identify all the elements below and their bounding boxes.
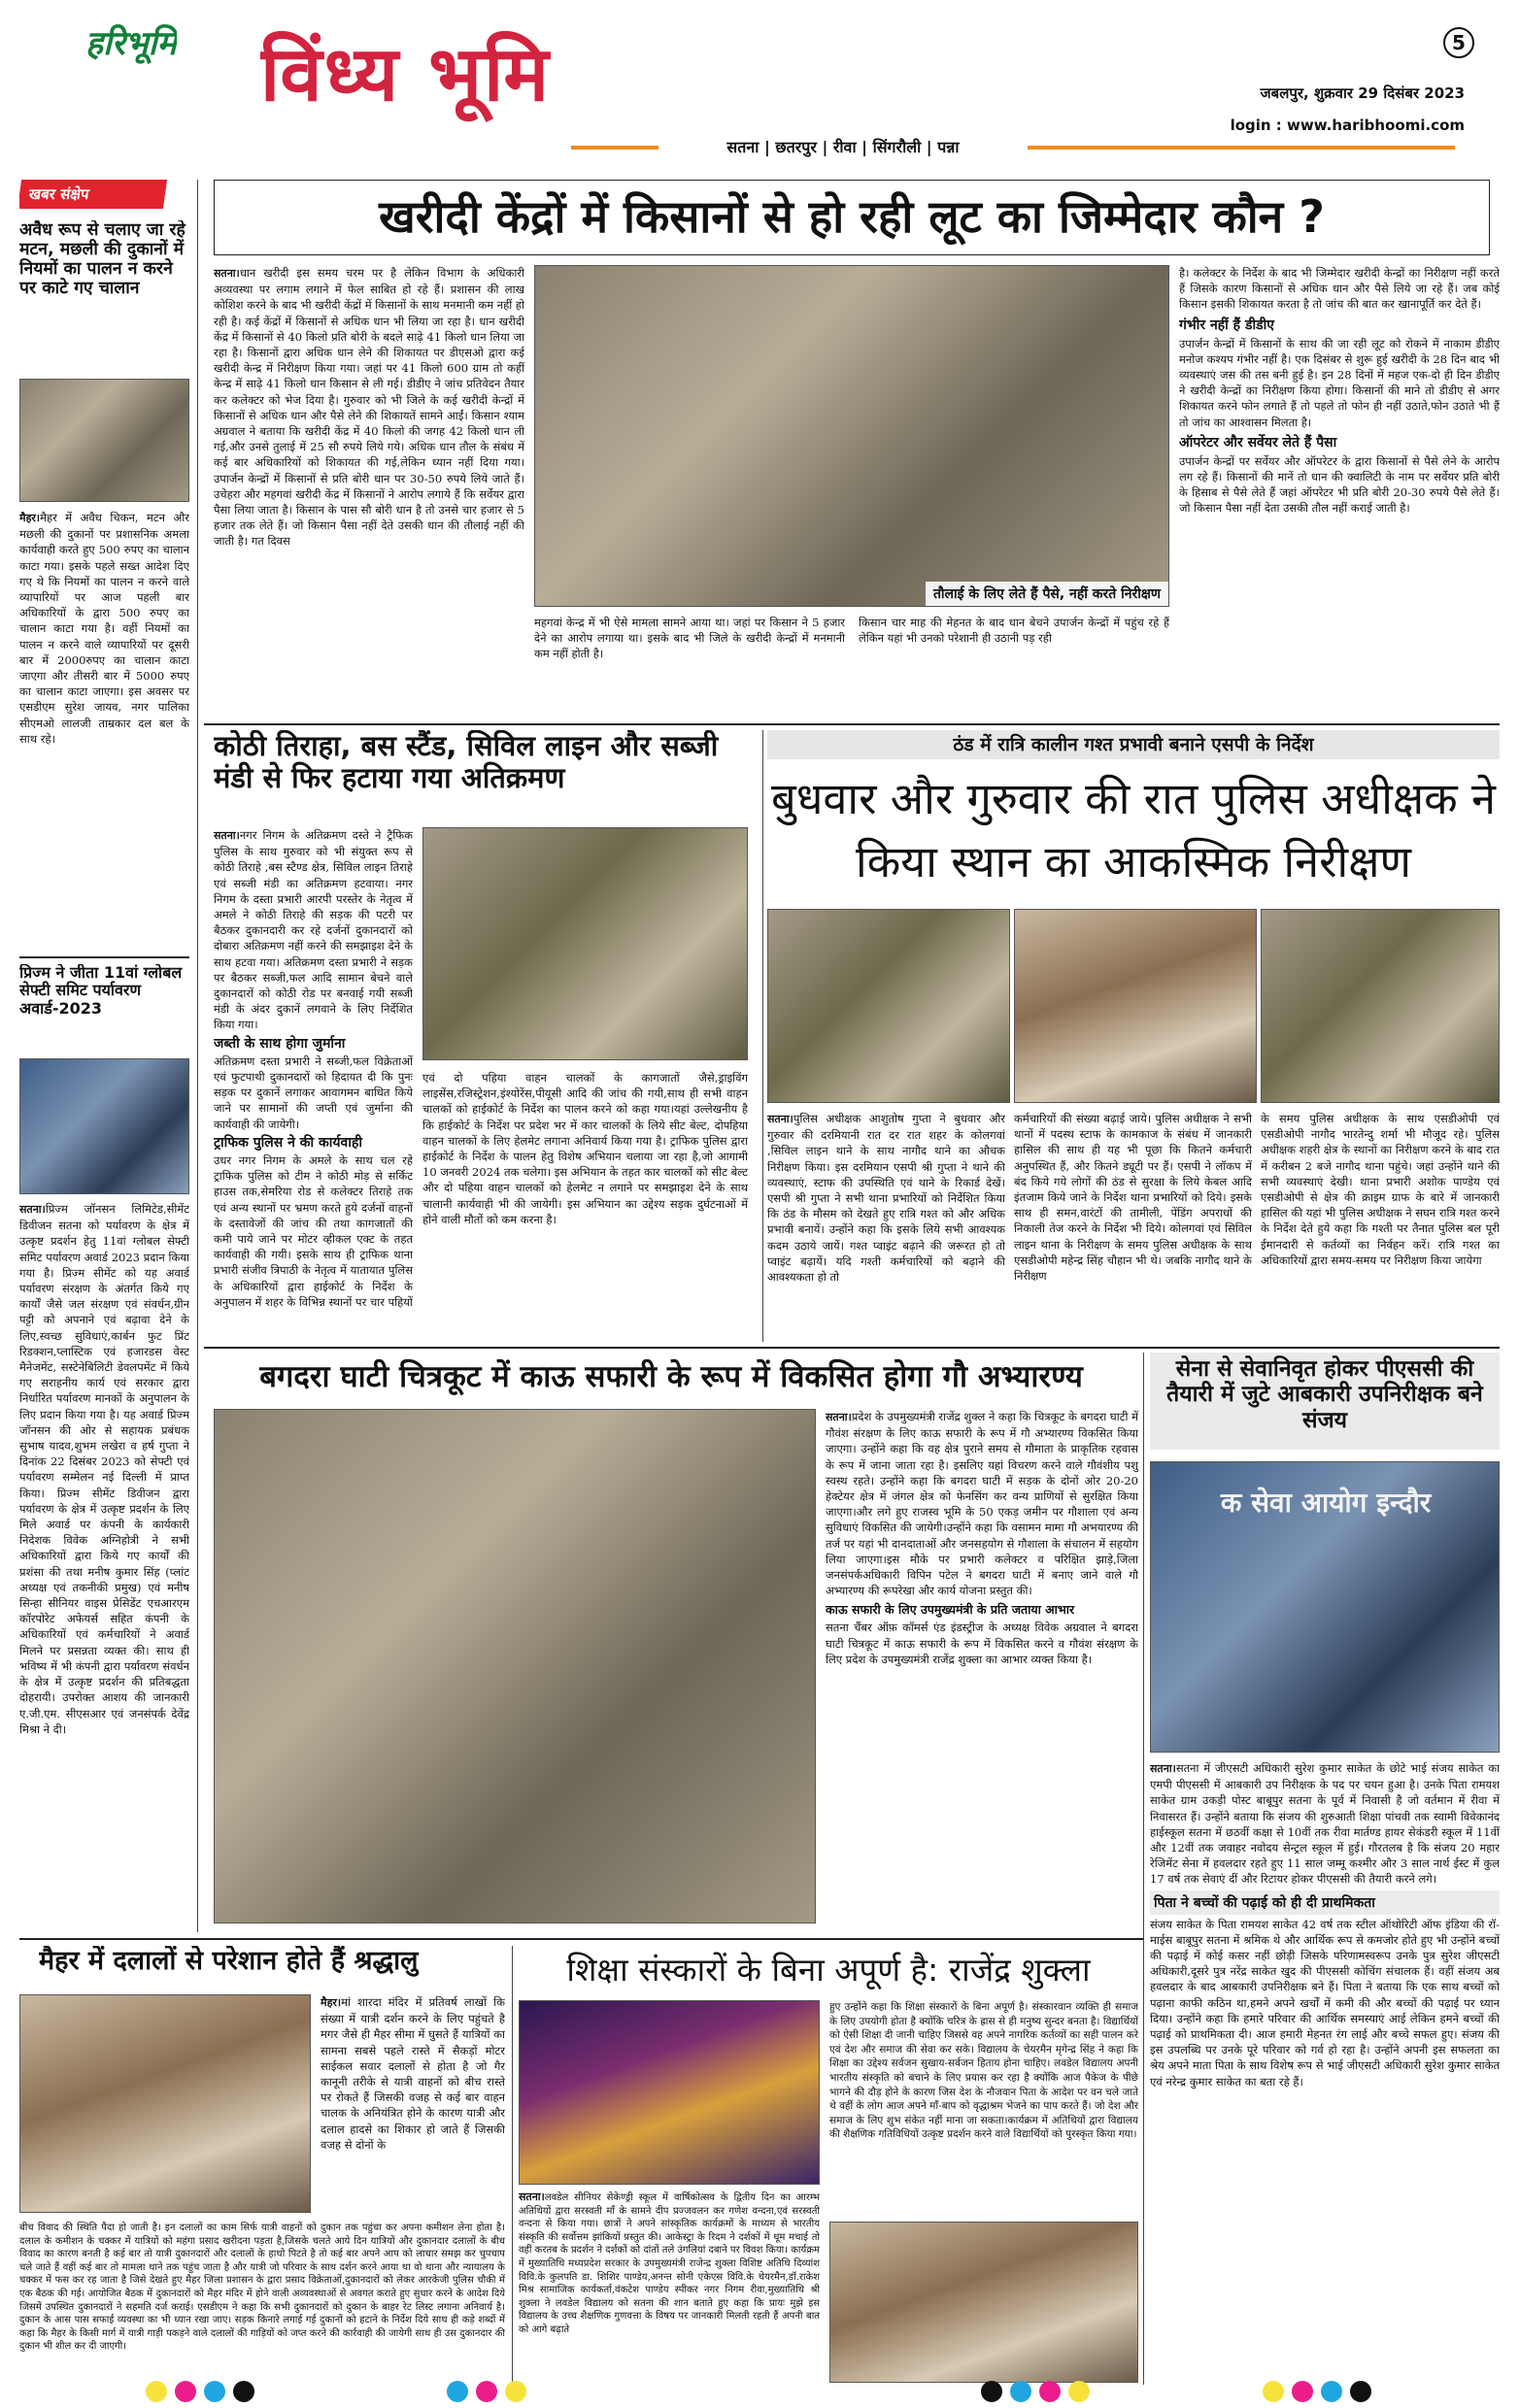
maihar-photo (19, 1994, 311, 2213)
education-headline: शिक्षा संस्कारों के बिना अपूर्ण है: राजेंद्र शुक्ला (566, 1951, 1091, 1989)
registration-dot (233, 2381, 254, 2402)
encroachment-sub2: ट्राफिक पुलिस ने की कार्यवाही (214, 1134, 362, 1151)
city-list: सतना | छतरपुर | रीवा | सिंगरौली | पन्ना (726, 138, 960, 156)
safari-body2: सतना चैंबर ऑफ़ कॉमर्स एंड इंडस्ट्रीज के अध्यक्ष विवेक अग्रवाल ने बगदरा घाटी चित्रकूट में काऊ सफारी के रूप में विकसित करने व गौवंश संरक्षण के लिए प्रदेश के उपमुख्यमंत्री राजेंद्र शुक्ला का आभार व्यक्त किया है। (826, 1621, 1138, 1666)
orange-rule-left (571, 146, 658, 150)
encroachment-story (204, 730, 758, 1342)
lower-rule (19, 1938, 1143, 1940)
education-col-left (519, 2191, 820, 2385)
sidebar-divider (19, 956, 189, 958)
masthead (0, 0, 1519, 175)
registration-dot (981, 2381, 1002, 2402)
registration-dot (175, 2381, 196, 2402)
encroachment-col1 (214, 827, 413, 1342)
encroachment-headline: कोठी तिराहा, बस स्टैंड, सिविल लाइन और सब्जी मंडी से फिर हटाया गया अतिक्रमण (214, 730, 719, 795)
registration-dot (146, 2381, 167, 2402)
lead-headline: खरीदी केंद्रों में किसानों से हो रही लूट का जिम्मेदार कौन ? (214, 180, 1490, 255)
section-title: विंध्य भूमि (260, 31, 551, 118)
lead-body-under-photo: महगवां केन्द्र में भी ऐसे मामला सामने आया था। जहां पर किसान ने 5 हजार देने का आरोप लगाया था। इसके बाद भी जिले के खरीदी केन्द्रों में मनमानी कम नहीं होती है। (534, 616, 845, 661)
registration-dot (505, 2381, 526, 2402)
registration-dot (1292, 2381, 1313, 2402)
safari-headline: बगदरा घाटी चित्रकूट में काऊ सफारी के रूप में विकसित होगा गौ अभ्यारण्य (259, 1359, 1083, 1394)
lead-photo-caption: तौलाई के लिए लेते हैं पैसे, नहीं करते निरीक्षण (926, 582, 1168, 606)
brief2-text (19, 1201, 189, 1929)
sanjay-story (1150, 1353, 1500, 2385)
education-body1: हुए उन्होंने कहा कि शिक्षा संस्कारों के बिना अपूर्ण है। संस्कारवान व्यक्ति ही समाज के लिए उपयोगी होता है क्योंकि चरित्र के ह्रास से ही मनुष्य सुन्दर बनता है। विद्यार्थियों को ऐसी शिक्षा दी जानी चाहिए जिससे वह अपने नागरिक कर्तव्यों का सही पालन करे एवं देश और समाज की सेवा कर सके। विद्यालय के चेयरमैन मृगेन्द्र सिंह ने कहा कि शिक्षा का उद्देश्य सर्वजन सुखाय-सर्वजन हिताय होना चाहिए। लवडेल विद्यालय अपनी भारतीय संस्कृति को बचाने के लिए प्रयास कर रहा है क्योंकि आज पैकेज के पीछे भागने की दौड़ होने के कारण जिस देश के नौजवान पिता के आदेश पर वन चले जाते थे वहीं के लोग आज अपने माँ-बाप को वृद्धाश्रम भेजने का पाप करते हैं। जो देश और समाज के लिए शुभ संकेत नहीं माना जा सकता।कार्यक्रम में अतिथियों द्वारा विद्यालय की शैक्षणिक गतिविधियों उत्कृष्ट प्रदर्शन करने वाले विद्यार्थियों को पुरस्कृत किया गया। (829, 2001, 1138, 2141)
sanjay-photo-signage: क सेवा आयोग इन्दौर (1220, 1487, 1432, 1519)
maihar-body2: बीच विवाद की स्थिति पैदा हो जाती है। इन दलालों का काम सिर्फ यात्री वाहनों को दुकान तक पहुंचा कर अपना कमीशन लेना होता है। दलाल के कमीशन के चक्कर में यात्रियों को महंगा प्रसाद खरीदना पड़ता है,जिसके चलते आये दिन यात्रियों और दुकानदार दलालों के बीच विवाद का कारण बनती है कई बार तो यात्री दुकानदारों और दलालों के हाथो पिटते है तो कई बार अपने आप को लाचार समझ कर चुपचाप चले जाते हैं वहीं कई बार तो मामला थाने तक पहुंच जाता है और यात्री जो परिवार के साथ दर्शन करने आया था वो थाना और न्यायालय के चक्कर में फस कर रह जाता है जिसे देखते हुए मैहर जिला प्रशासन के द्वारा प्रसाद विक्रेताओं,दुकानदारों को लेकर आरकेजी पुलिस चौकी में एक बैठक की गई। आयोजित बैठक में दुकानदारों को मैहर मंदिर में होने वाली अव्यवस्थाओं से अवगत कराते हुए सुधार करने के आदेश दिये जिसमें उपस्थित दुकानदारों ने सहमति दर्ज कराई। एसडीएम ने कहा कि सभी दुकानदारों को दुकान के बाहर रेट लिस्ट लगाना अनिवार्य है। दुकान के आस पास सफाई व्यवस्था का भी ध्यान रखा जाए। सड़क किनारे लगाई गई दुकानों को हटाने के निर्देश दिये साथ ही कड़े शब्दों में कहा कि मैहर के किसी मार्ग में यात्री गाड़ी पकड़ने वाले दलालों की गाड़ियों को जप्त करने की कार्रवाही की जायेगी साथ ही उस दुकानदार की दुकान भी शील कर दी जाएगी। (19, 2223, 505, 2353)
brief2-body: प्रिज्म जॉनसन लिमिटेड,सीमेंट डिवीजन सतना को पर्यावरण के क्षेत्र में उत्कृष्ट प्रदर्शन हेतु 11वां ग्लोबल सेफ्टी समिट पर्यावरण अवार्ड 2023 प्रदान किया गया है। प्रिज्म सीमेंट को यह अवार्ड पर्यावरण संरक्षण के अंतर्गत किये गए कार्यों जैसे जल संरक्षण एवं संवर्धन,ग्रीन पट्टी को अपनाने एवं बढ़ावा देने के लिए,स्वच्छ सुविधाएं,कार्बन फुट प्रिंट रिडक्शन,प्लास्टिक एवं हजारडस वेस्ट मैनेजमेंट, सस्टेनेबिलिटी डेवलपमेंट में किये गए सराहनीय कार्य एवं सरकार द्वारा निर्धारित पर्यावरण मानकों के अनुपालन के लिए प्रदान किया गया है। यह अवार्ड प्रिज्म जॉनसन की ओर से सहायक प्रबंधक सुभाष यादव,शुभम लखेरा व हर्ष गुप्ता ने दिनांक 22 दिसंबर 2023 को सेफ्टी एवं पर्यावरण सम्मेलन नई दिल्ली में प्राप्त किया। प्रिज्म सीमेंट डिवीजन द्वारा पर्यावरण के क्षेत्र में उत्कृष्ट प्रदर्शन के लिए मिले अवार्ड पर कंपनी के कार्यकारी निदेशक विवेक अग्निहोत्री ने सभी अधिकारियों द्वारा किये गए कार्यों की प्रशंसा की तथा मनीष कुमार सिंह (प्लांट अध्यक्ष एवं तकनीकी प्रमुख) एवं मनीष सिन्हा सीनियर वाइस प्रेसिडेंट एचआरएम कॉरपोरेट अफेयर्स सहित कंपनी के अधिकारियों एवं कर्मचारियों ने अवार्ड मिलने पर प्रसन्नता व्यक्त की। साथ ही भविष्य में भी कंपनी द्वारा पर्यावरण संवर्धन के क्षेत्र में उत्कृष्ट प्रदर्शन की प्रतिबद्धता दोहरायी। उपरोक्त आशय की जानकारी ए.जी.एम. सीएसआर एवं जनसंपर्क देवेंद्र मिश्रा ने दी। (19, 1202, 189, 1736)
mid-rule (204, 1347, 1500, 1349)
login-link[interactable]: login : www.haribhoomi.com (1230, 117, 1465, 134)
sanjay-photo (1150, 1461, 1500, 1753)
maihar-headline: मैहर में दलालों से परेशान होते हैं श्रद्धालु (39, 1946, 419, 1976)
lead-sub2: ऑपरेटर और सर्वेयर लेते हैं पैसा (1179, 434, 1337, 451)
registration-dot (1321, 2381, 1342, 2402)
lead-bottom-rule (204, 723, 1500, 725)
registration-dot (204, 2381, 225, 2402)
lead-body-caption-column: किसान चार माह की मेहनत के बाद धान बेचने उपार्जन केन्द्रों में पहुंच रहे हैं लेकिन यहां भी उनको परेशानी ही उठानी पड़ रही (859, 616, 1169, 646)
encroachment-dateline: सतना। (214, 829, 240, 842)
registration-dot (1010, 2381, 1031, 2402)
lead-dateline: सतना। (214, 267, 240, 280)
encroachment-photo (422, 827, 748, 1060)
encroachment-body1: नगर निगम के अतिक्रमण दस्ते ने ट्रैफिक पुलिस के साथ गुरुवार को भी संयुक्त रूप से कोठी तिराहे ,बस स्टैण्ड क्षेत्र, सिविल लाइन तिराहे एवं सब्जी मंडी का अतिक्रमण हटवाया। नगर निगम के दस्ता प्रभारी आरपी परस्तेर के नेतृत्व में अमले ने कोठी तिराहे की सड़क की पटरी पर बैठकर दुकानदारी कर रहे दर्जनों दुकानदारों को दोबारा अतिक्रमण नहीं करने की समझाइश देने के साथ हटवा गया। अतिक्रमण दस्ता प्रभारी ने सड़क पर बैठकर सब्जी,फल आदि सामान बेचने वाले दुकानदारों को कोठी रोड पर बनवाई गयी सब्जी मंडी के अंदर दुकानें लगवाने के लिए निर्देशित किया गया। (214, 828, 413, 1032)
brief1-dateline: मैहर। (19, 512, 41, 524)
education-photo-stage (519, 2000, 820, 2185)
maihar-col-right (321, 1994, 505, 2216)
sanjay-sub1: पिता ने बच्चों की पढ़ाई को ही दी प्राथमिकता (1150, 1890, 1500, 1915)
encroachment-body4: एवं दो पहिया वाहन चालकों के कागजातों जैसे,ड्राइविंग लाइसेंस,रजिस्ट्रेशन,इंश्योरेंस,पीयूसी आदि की जांच की गयी,साथ ही सभी वाहन चालकों को हाईकोर्ट के निर्देश का पालन करने को कहा गया।यहां उल्लेखनीय है कि हाईकोर्ट के निर्देश पर प्रदेश भर में कार चालकों के लिये सीट बेल्ट, दोपहिया वाहन चालकों के लिए हेलमेट लगाना अनिवार्य किया गया है। ट्राफिक पुलिस द्वारा हाईकोर्ट के निर्देश के पालन हेतु विशेष अभियान चलाया जा रहा है,जो आगामी 10 जनवरी 2024 तक चलेगा। इस अभियान के तहत कार चालकों को सीट बेल्ट और दो पहिया वाहन चालकों को हेलमेट न लगाने पर समझाइश देने के साथ चालानी कार्यवाही भी की जायेगी। इस अभियान का उद्देश्य सड़क दुर्घटनाओं में होने वाली मौतों को कम करना है। (422, 1071, 748, 1226)
encroachment-body3: उधर नगर निगम के अमले के साथ चल रहे ट्राफिक पुलिस को टीम ने कोठी मोड़ से सर्किट हाउस तक,सेमरिया रोड से कलेक्टर तिराहे तक एवं अन्य स्थानों पर भ्रमण करते हुये दर्जनों वाहनों के दस्तावेजों की जांच की तथा कागजातों की कमी पाये जाने पर मोटर व्हीकल एक्ट के तहत कार्यवाही की गयी। इसके साथ ही ट्राफिक थाना प्रभारी संजीव त्रिपाठी के नेतृत्व में यातायात पुलिस के अधिकारियों द्वारा हाईकोर्ट के निर्देश के अनुपालन में शहर के विभिन्न स्थानों पर चार पहियों (214, 1154, 413, 1309)
police-story (767, 730, 1500, 1342)
education-story (519, 1946, 1138, 2385)
lead-col3 (1179, 265, 1500, 712)
registration-dot (1068, 2381, 1090, 2402)
lead-sub1: गंभीर नहीं हैं डीडीए (1179, 317, 1274, 333)
safari-photo (214, 1409, 816, 1923)
registration-dot (1039, 2381, 1061, 2402)
education-dateline: सतना। (519, 2191, 545, 2203)
sanjay-text (1150, 1760, 1500, 2384)
orange-rule-right (1028, 146, 1455, 150)
registration-dot (1263, 2381, 1284, 2402)
registration-dot (447, 2381, 468, 2402)
police-body1: पुलिस अधीक्षक आशुतोष गुप्ता ने बुधवार और गुरुवार की दरमियानी रात दर रात शहर के कोलगवां ,सिविल लाइन थाने के साथ नागौद थाने का औचक निरीक्षण किया। इस दरमियान एसपी श्री गुप्ता ने थाने की व्यवस्थाएं, स्टाफ की उपस्थिति एवं थाने के रिकार्ड देखें। एसपी श्री गुप्ता ने सभी थाना प्रभारियों को निर्देशित किया कि ठंड के मौसम को देखते हुए रात्रि गश्त को और अधिक प्रभावी बनायें। उन्होंने कहा कि इसके लिये सभी आवश्यक कदम उठाये जायें। गश्त प्वाइंट बढ़ाने की जरूरत हो तो प्वाइंट बढ़ायें। यदि गश्ती कर्मचारियों को बढ़ाने की आवश्यकता हो तो (767, 1112, 1005, 1285)
sanjay-body2: संजय साकेत के पिता रामयश साकेत 42 वर्ष तक स्टील ऑथोरिटी ऑफ इंडिया की रॉ-माईस बाबूपुर सतना में श्रमिक थे और आर्थिक रूप से कमजोर होते हुए भी उन्होंने बच्चों की पढ़ाई में कोई कसर नहीं छोड़ी जिसके परिणामस्वरूप उनके पुत्र सुरेश जीएसटी अधिकारी,दूसरे पुत्र नरेंद्र साकेत खुद की पीएससी कोचिंग संचालक हैं। वहीं संजय अब हवलदार के बाद आबकारी उपनिरीक्षक बने हैं। पिता ने बताया कि एक साथ बच्चों को पढ़ाना काफी कठिन था,हमने अपने खर्चों में कमी की और बच्चों की पढ़ाई पर ध्यान दिया। उन्होंने कहा कि हमारे परिवार की आर्थिक समस्याएं आई लेकिन हमने बच्चों की पढ़ाई को प्राथमिकता दी। आज हमारी मेहनत रंग लाई और बच्चे सफल हुए। संजय की इस उपलब्धि पर उनके पूरे परिवार को गर्व हो रहा है। उन्होंने अपनी इस सफलता का श्रेय अपने माता पिता के साथ विशेष रूप से भाई जीएसटी अधिकारी सुरेश कुमार साकेत एवं नरेन्द्र कुमार साकेत का बता रहे हैं। (1150, 1917, 1500, 2089)
safari-text (826, 1409, 1138, 1925)
sidebar-column-rule (197, 180, 198, 1932)
sanjay-body1: सतना में जीएसटी अधिकारी सुरेश कुमार साकेत के छोटे भाई संजय साकेत का एमपी पीएससी में आबकारी उप निरीक्षक के पद पर चयन हुआ है। उनके पिता रामयश साकेत ग्राम उकड़ी पोस्ट बाबूपुर सतना के पूर्व में निवासी है जो वर्तमान में रीवा में निवासरत हैं। उन्होंने बताया कि संजय की शुरुआती शिक्षा पांचवी तक स्वामी विवेकानंद हाईस्कूल सतना में छठवीं कक्षा से 10वीं तक रीवा मार्तण्ड हायर सेकंडरी स्कूल में 11वीं और 12वीं तक जवाहर नवोदय सेन्ट्रल स्कूल में हुई। गौरतलब है कि संजय 20 महार रेजिमेंट सेना में हवलदार रहते हुए 11 साल जम्मू कश्मीर और 3 साल नार्थ ईस्ट में कुल 17 वर्ष तक सेवाएं दीं और रिटायर होकर पीएससी की तैयारी करने लगे। (1150, 1761, 1500, 1887)
sidebar (19, 180, 189, 1932)
police-dateline: सतना। (767, 1113, 793, 1125)
sidebar-label: खबर संक्षेप (19, 180, 167, 209)
lead-body-right: है। कलेक्टर के निर्देश के बाद भी जिम्मेदार खरीदी केन्द्रों का निरीक्षण नहीं करते हैं जिसके कारण किसानों से अधिक धान और पैसे लिये जा रहे हैं। जब कोई किसान इसकी शिकायत करता है तो जांच की बात कर खानापूर्ति कर देते हैं। (1179, 266, 1500, 312)
sanjay-dateline: सतना। (1150, 1762, 1176, 1775)
brief1-body: मैहर में अवैध चिकन, मटन और मछली की दुकानों पर प्रशासनिक अमला कार्यवाही करते हुए 500 रुपए का चालान काटा गया। इसके पहले सख्त आदेश दिए गए थे कि नियमों का पालन न करने वाले व्यापारियों पर आज पहली बार अधिकारियों के द्वारा 500 रुपए का चालान काटा गया है। वहीं नियमों का पालन न करने वाले व्यापारियों पर दूसरी बार में 2000रुपए का चालान काटा जाएगा और तीसरी बार में 5000 रुपए का चालान काटा जाएगा। इस अवसर पर एसडीएम सुरेश जायव, नगर पालिका सीएमओ लालजी ताम्रकार दल बल के साथ रहे। (19, 511, 189, 746)
dateline: जबलपुर, शुक्रवार 29 दिसंबर 2023 (1260, 84, 1465, 102)
police-photo-2 (1014, 909, 1257, 1103)
encroachment-sub1: जब्ती के साथ होगा जुर्माना (214, 1035, 346, 1052)
page-number: 5 (1443, 27, 1474, 58)
police-photo-3 (1261, 909, 1500, 1103)
safari-body1: प्रदेश के उपमुख्यमंत्री राजेंद्र शुक्ल ने कहा कि चित्रकूट के बगदरा घाटी में गौवंश संरक्षण के लिए काऊ सफारी के रूप में गौ अभ्यारण्य विकसित किया जाएगा। उन्होंने कहा कि वह क्षेत्र पुराने समय से गौमाता के प्राकृतिक रहवास के रूप में जाना जाता रहा है। इसलिए यहां विचरण करने वाले गौवंशीय पशु स्वस्थ रहते। उन्होंने कहा कि बगदरा घाटी में सड़क के दोनों ओर 20-20 हेक्टेयर क्षेत्र में जंगल क्षेत्र को फेनसिंग कर वन्य प्राणियों से सुरक्षित किया जाएगा।और लगे हुए राजस्व भूमि के 50 एकड़ जमीन पर गौशाला एवं अन्य सुविधाएं विकसित की जायेगी।उन्होंने कहा कि वसामन मामा गौ अभयारण्य की तर्ज पर यहां भी दानदाताओं और जनसहयोग से गौशाला के संचालन में सहयोग लिया जाएगा।इस मौके पर प्रभारी कलेक्टर व परिक्षित झाड़े,जिला जनसंपर्कअधिकारी विपिन पटेल ने बगदरा घाटी में बनाए जाने वाले गौ अभ्यारण्य की रूपरेखा और कार्य योजना प्रस्तुत की। (826, 1410, 1138, 1598)
brief1-photo (19, 379, 189, 502)
police-body2: कर्मचारियों की संख्या बढ़ाई जाये। पुलिस अधीक्षक ने सभी थानों में पदस्थ स्टाफ के कामकाज के संबंध में जानकारी हासिल की साथ ही यह भी पूछा कि कितने कर्मचारी अनुपस्थित हैं, और कितने ड्यूटी पर हैं। एसपी ने लॉकप में बंद किये गये लोगों की ठंड से सुरक्षा के लिये केबल आदि इंतजाम किये जाने के निर्देश थाना प्रभारियों को दिये। इसके साथ ही समन,वारंटों की तामीली, पेंडिंग अपराधों की निकाली तेज करने के निर्देश भी दिये। कोलगवां एवं सिविल लाइन थाना के निरीक्षण के समय पुलिस अधीक्षक के साथ एसडीओपी महेन्द्र सिंह चौहान भी थे। जबकि नागौद थाने के निरीक्षण (1014, 1112, 1252, 1284)
lead-story (204, 180, 1500, 719)
masthead-logo: हरिभूमि (85, 24, 177, 63)
police-kicker: ठंड में रात्रि कालीन गश्त प्रभावी बनाने एसपी के निर्देश (767, 730, 1500, 759)
maihar-dateline: मैहर। (321, 1996, 342, 2009)
maihar-story (19, 1946, 505, 2385)
brief1-text (19, 510, 189, 937)
lead-body1: धान खरीदी इस समय चरम पर है लेकिन विभाग के अधिकारी अव्यवस्था पर लगाम लगाने में फेल साबित हो रहे हैं। प्रशासन की लाख कोशिश करने के बाद भी खरीदी केंद्रों में किसानों के साथ मनमानी कम नहीं हो रही है। कई केंद्रों में किसानों से अधिक धान भी लिया जा रहा है। धान खरीदी केंद्र में किसानों से 40 किलो प्रति बोरी के बदले साढ़े 41 किलो धान लिया जा रहा है। किसानों द्वारा अधिक धान लेने की शिकायत पर डीएसओ द्वारा कई खरीदी केन्द्र में निरीक्षण किया गया। जहां पर 41 किलो 600 ग्राम तो कहीं केन्द्र में साढ़े 41 किलो धान किसान से ली गई। डीडीए ने जांच प्रतिवेदन तैयार कर कलेक्टर को भेज दिया है। गुरुवार को भी जिले के कई खरीदी केन्द्रों में किसानों से अधिक धान और पैसे लेने की शिकायतें सामने आईं। किसान श्याम अग्रवाल ने बताया कि खरीदी केंद्र में 40 किलो की जगह 42 किलो धान ली गई,और उनसे तुलाई में 25 सौ रुपये लिये गये। अधिक धान तौल के संबंध में कई बार अधिकारियों को शिकायत की गई,लेकिन ध्यान नहीं दिया गया। उपार्जन केन्द्रों में किसानों से प्रति बोरी धान पर 30-50 रुपये लिये जाते हैं। उचेहरा और महगवां खरीदी केंद्र में किसानों ने आरोप लगाये हैं कि सर्वेयर द्वारा पैसा लिया जाता है। किसान के पास सौ बोरी धान है तो उनसे चार हजार से 5 हजार तक लेते हैं। जो किसान पैसा नहीं देते उसकी धान की तौलाई नहीं की जाती है। गत दिवस (214, 266, 524, 549)
lead-body-sub1: उपार्जन केन्द्रों में किसानों के साथ की जा रही लूट को रोकने में नाकाम डीडीए मनोज कश्यप गंभीर नहीं है। एक दिसंबर से शुरू हुई खरीदी के 28 दिन बाद भी व्यवस्थाएं जस की तस बनी हुई है। इन 28 दिनों में महज एक-दो ही दिन डीडीए ने खरीदी केन्द्रों का निरीक्षण किया होगा। किसानों की माने तो डीडीए से अगर शिकायत करने फोन लगाते हैं तो पहले तो फोन ही नहीं उठाते,फोन उठाते भी हैं तो जांच का आश्वासन मिलता है। (1179, 336, 1500, 429)
brief2-photo (19, 1058, 189, 1194)
safari-story (204, 1353, 1138, 1932)
lead-body-sub2: उपार्जन केन्द्रों पर सर्वेयर और ऑपरेटर के द्वारा किसानों से पैसे लेने के आरोप लग रहे हैं। किसानों की मानें तो धान की क्वालिटी के नाम पर सर्वेयर प्रति बोरी के हिसाब से पैसे लेते हैं जहां ऑपरेटर भी प्रति बोरी 20-30 रुपये पैसे लेते हैं। जो किसान पैसा नहीं देता उसकी तौल नहीं कराई जाती है। (1179, 453, 1500, 516)
maihar-body1: मां शारदा मंदिर में प्रतिवर्ष लाखों कि संख्या में यात्री दर्शन करने के लिए पहुंचते है मगर जैसे ही मैहर सीमा में घुसते हैं यात्रियों का सामना सबसे पहले रास्ते में सैकड़ों मोटर साईकल सवार दलालों से होता है जो गैर कानूनी तरीके से यात्री वाहनों को बीच रास्ते पर रोकते हैं जिसकी वजह से कई बार वाहन चालक के अनियंत्रित होने के कारण यात्री और दलाल हादसे का शिकार हो जाते हैं जिसकी वजह से दोनों के (321, 1995, 505, 2152)
maihar-column-rule (512, 1946, 513, 2385)
sanjay-headline: सेना से सेवानिवृत होकर पीएससी की तैयारी में जुटे आबकारी उपनिरीक्षक बने संजय (1150, 1353, 1500, 1450)
police-body3: के समय पुलिस अधीक्षक के साथ एसडीओपी एवं एसडीओपी नागौद भारतेन्दु शर्मा भी मौजूद रहे। पुलिस अधीक्षक शहरी क्षेत्र के स्थानों का निरीक्षण करने के बाद रात में करीबन 2 बजे नागौद थाना पहुंचे। जहां उन्होंने थाने की सभी व्यवस्थाएं देखी। थाना प्रभारी अशोक पाण्डेय एवं एसडीओपी से क्षेत्र की क्राइम ग्राफ के बारे में जानकारी हासिल की यहां भी पुलिस अधीक्षक ने सघन रात्रि गश्त करने के निर्देश देते हुये कहा कि गश्ती पर तैनात पुलिस बल पूरी ईमानदारी से कर्तव्यों का निर्वहन करें। रात्रि गश्त का अधिकारियों द्वारा समय-समय पर निरीक्षण किया जायेगा (1261, 1112, 1500, 1267)
registration-dot (1350, 2381, 1371, 2402)
registration-dot (476, 2381, 497, 2402)
safari-dateline: सतना। (826, 1411, 852, 1423)
police-col1 (767, 1111, 1005, 1342)
lead-photo (534, 265, 1169, 607)
police-photo-1 (767, 909, 1010, 1103)
encroachment-column-rule (762, 730, 763, 1342)
brief1-headline: अवैध रूप से चलाए जा रहे मटन, मछली की दुकानों में नियमों का पालन न करने पर काटे गए चालान (19, 220, 186, 299)
encroachment-body2: अतिक्रमण दस्ता प्रभारी ने सब्जी,फल विक्रेताओं एवं फुटपाथी दुकानदारों को हिदायत दी कि पुनः सड़क पर दुकानें लगाकर आवागमन बाधित किये जाने पर सामानों की जप्ती एवं जुर्माना की कार्यवाही की जायेगी। (214, 1054, 413, 1131)
brief2-headline: प्रिज्म ने जीता 11वां ग्लोबल सेफ्टी समिट पर्यावरण अवार्ड-2023 (19, 964, 183, 1018)
lead-col1 (214, 265, 524, 712)
safari-sub1: काऊ सफारी के लिए उपमुख्यमंत्री के प्रति जताया आभार (826, 1602, 1075, 1618)
education-photo-audience (829, 2222, 1138, 2383)
police-headline: बुधवार और गुरुवार की रात पुलिस अधीक्षक ने किया स्थान का आकस्मिक निरीक्षण (771, 773, 1496, 888)
education-body2: लवडेल सीनियर सेकेण्ड्री स्कूल में वार्षिकोत्सव के द्वितीय दिन का आरम्भ अतिथियों द्वारा सरस्वती माँ के सामने दीप प्रज्जवलन कर गणेश वन्दना,एवं सरस्वती वन्दना से किया गया। छात्रों ने अपने सांस्कृतिक कार्यक्रमों के माध्यम से भारतीय संस्कृति की सर्वोत्तम झांकियों प्रस्तुत की। आकेस्ट्रा के रिदम ने दर्शकों में धूम मचाई तो वहीं करतब के प्रदर्शन ने दर्शकों को दांतों तले उंगलियां दबाने पर विवश किया। कार्यक्रम में मुख्यातिथि मध्यप्रदेश सरकार के उपमुख्यमंत्री राजेन्द्र शुक्ला विशिष्ट अतिथि दिव्यांश विवि.के कुलपति डा. शिशिर पाण्डेय,अनन्त सोनी एकेएस विवि.के चेयरमैन,डॉ.राकेश मिश्र सामाजिक कार्यकर्ता,वंकटेश पाण्डेय स्पीकर नगर निगम रीवा,मुख्यातिथि श्री शुक्ला ने लवडेल विद्यालय को सतना की शान बताते हुए कहा कि प्रायः मुझे इस विद्यालय के उच्च शैक्षणिक गुणवत्ता के विषय पर जानकारी मिलती रहती हैं अपनी बात को आगे बढ़ाते (519, 2192, 820, 2335)
safari-column-rule (1143, 1353, 1144, 2385)
brief2-dateline: सतना। (19, 1203, 46, 1216)
